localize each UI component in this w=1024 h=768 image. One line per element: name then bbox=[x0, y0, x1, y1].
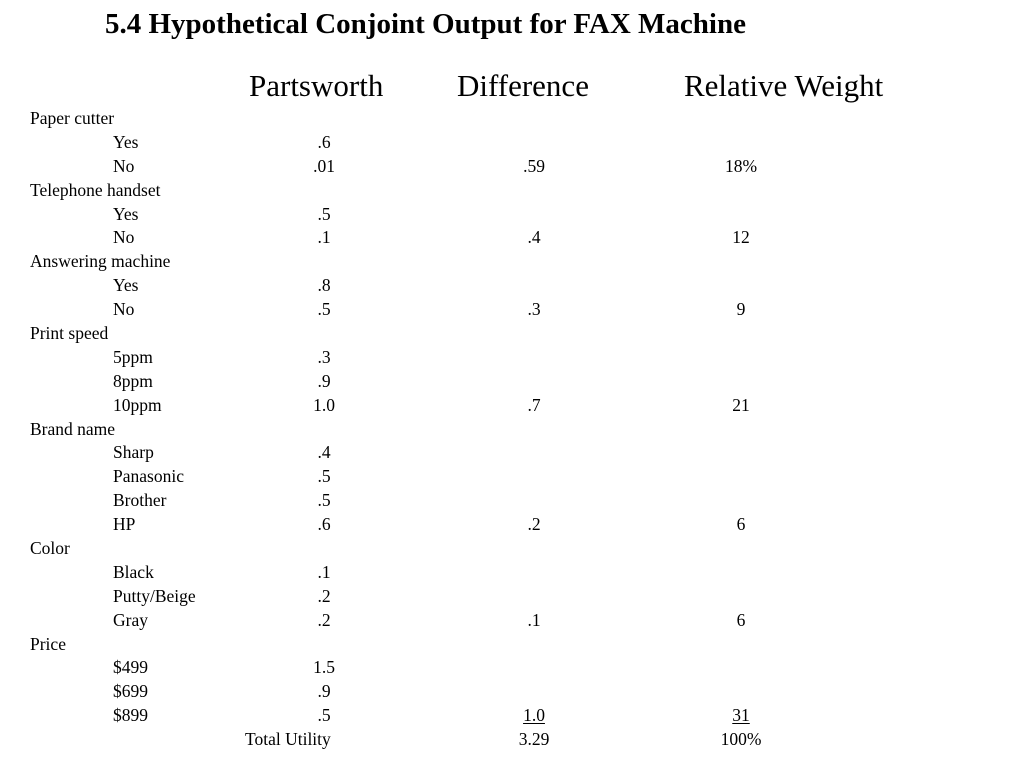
relative-weight-value: 100% bbox=[720, 729, 762, 750]
attribute-label: Telephone handset bbox=[30, 179, 161, 200]
category-row bbox=[0, 633, 1024, 657]
category-row bbox=[0, 418, 1024, 442]
difference-value: .59 bbox=[523, 155, 545, 176]
table-row bbox=[0, 394, 1024, 418]
category-row bbox=[0, 322, 1024, 346]
partsworth-value: .2 bbox=[317, 585, 331, 606]
page-title: 5.4 Hypothetical Conjoint Output for FAX Machine bbox=[105, 8, 746, 40]
level-label: Sharp bbox=[113, 442, 154, 463]
category-row bbox=[0, 537, 1024, 561]
relative-weight-value: 18% bbox=[724, 155, 758, 176]
partsworth-value: .01 bbox=[313, 155, 335, 176]
partsworth-value: .9 bbox=[317, 681, 331, 702]
table-row bbox=[0, 203, 1024, 227]
table-row bbox=[0, 585, 1024, 609]
difference-value: 3.29 bbox=[518, 729, 550, 750]
difference-value: 1.0 bbox=[523, 705, 545, 726]
table-row bbox=[0, 704, 1024, 728]
total-label: Total Utility bbox=[245, 729, 331, 750]
table-row bbox=[0, 680, 1024, 704]
partsworth-value: .3 bbox=[317, 346, 331, 367]
table-row bbox=[0, 465, 1024, 489]
level-label: No bbox=[113, 155, 135, 176]
level-label: No bbox=[113, 299, 135, 320]
level-label: Brother bbox=[113, 490, 167, 511]
table-row bbox=[0, 489, 1024, 513]
column-header-partsworth: Partsworth bbox=[249, 68, 384, 103]
partsworth-value: .5 bbox=[317, 705, 331, 726]
partsworth-value: .5 bbox=[317, 490, 331, 511]
attribute-label: Paper cutter bbox=[30, 108, 115, 128]
attribute-label: Color bbox=[30, 538, 70, 559]
level-label: $699 bbox=[113, 681, 148, 702]
table-row bbox=[0, 155, 1024, 179]
category-row bbox=[0, 250, 1024, 274]
partsworth-value: .6 bbox=[317, 514, 331, 535]
level-label: No bbox=[113, 227, 135, 248]
level-label: $499 bbox=[113, 657, 148, 678]
table-row bbox=[0, 561, 1024, 585]
partsworth-value: .5 bbox=[317, 299, 331, 320]
difference-value: .7 bbox=[527, 394, 541, 415]
level-label: 8ppm bbox=[113, 370, 153, 391]
partsworth-value: .1 bbox=[317, 561, 331, 582]
level-label: Yes bbox=[113, 275, 139, 296]
table-row bbox=[0, 274, 1024, 298]
partsworth-value: .1 bbox=[317, 227, 331, 248]
level-label: HP bbox=[113, 514, 136, 535]
level-label: Putty/Beige bbox=[113, 585, 196, 606]
attribute-label: Print speed bbox=[30, 323, 109, 344]
total-row bbox=[0, 728, 1024, 752]
table-row bbox=[0, 298, 1024, 322]
table-row bbox=[0, 226, 1024, 250]
level-label: Yes bbox=[113, 131, 139, 152]
level-label: Yes bbox=[113, 203, 139, 224]
category-row bbox=[0, 107, 1024, 131]
partsworth-value: .2 bbox=[317, 609, 331, 630]
level-label: Gray bbox=[113, 609, 148, 630]
level-label: 10ppm bbox=[113, 394, 162, 415]
level-label: $899 bbox=[113, 705, 148, 726]
attribute-label: Answering machine bbox=[30, 251, 171, 272]
level-label: Black bbox=[113, 561, 154, 582]
table-row bbox=[0, 609, 1024, 633]
difference-value: .4 bbox=[527, 227, 541, 248]
partsworth-value: .9 bbox=[317, 370, 331, 391]
column-header-difference: Difference bbox=[457, 68, 589, 103]
partsworth-value: .8 bbox=[317, 275, 331, 296]
partsworth-value: .5 bbox=[317, 203, 331, 224]
column-header-relative-weight: Relative Weight bbox=[684, 68, 884, 103]
conjoint-table bbox=[0, 107, 1024, 752]
partsworth-value: 1.5 bbox=[313, 657, 335, 678]
difference-value: .1 bbox=[527, 609, 541, 630]
relative-weight-value: 6 bbox=[736, 514, 746, 535]
relative-weight-value: 9 bbox=[736, 299, 746, 320]
table-row bbox=[0, 441, 1024, 465]
partsworth-value: .6 bbox=[317, 131, 331, 152]
table-row bbox=[0, 656, 1024, 680]
attribute-label: Brand name bbox=[30, 418, 116, 439]
relative-weight-value: 31 bbox=[732, 705, 750, 726]
difference-value: .3 bbox=[527, 299, 541, 320]
partsworth-value: .4 bbox=[317, 442, 331, 463]
table-row bbox=[0, 131, 1024, 155]
relative-weight-value: 21 bbox=[732, 394, 750, 415]
table-row bbox=[0, 370, 1024, 394]
attribute-label: Price bbox=[30, 633, 66, 654]
table-row bbox=[0, 346, 1024, 370]
relative-weight-value: 12 bbox=[732, 227, 750, 248]
table-row bbox=[0, 513, 1024, 537]
partsworth-value: 1.0 bbox=[313, 394, 335, 415]
difference-value: .2 bbox=[527, 514, 541, 535]
level-label: 5ppm bbox=[113, 346, 153, 367]
partsworth-value: .5 bbox=[317, 466, 331, 487]
level-label: Panasonic bbox=[113, 466, 184, 487]
relative-weight-value: 6 bbox=[736, 609, 746, 630]
category-row bbox=[0, 179, 1024, 203]
